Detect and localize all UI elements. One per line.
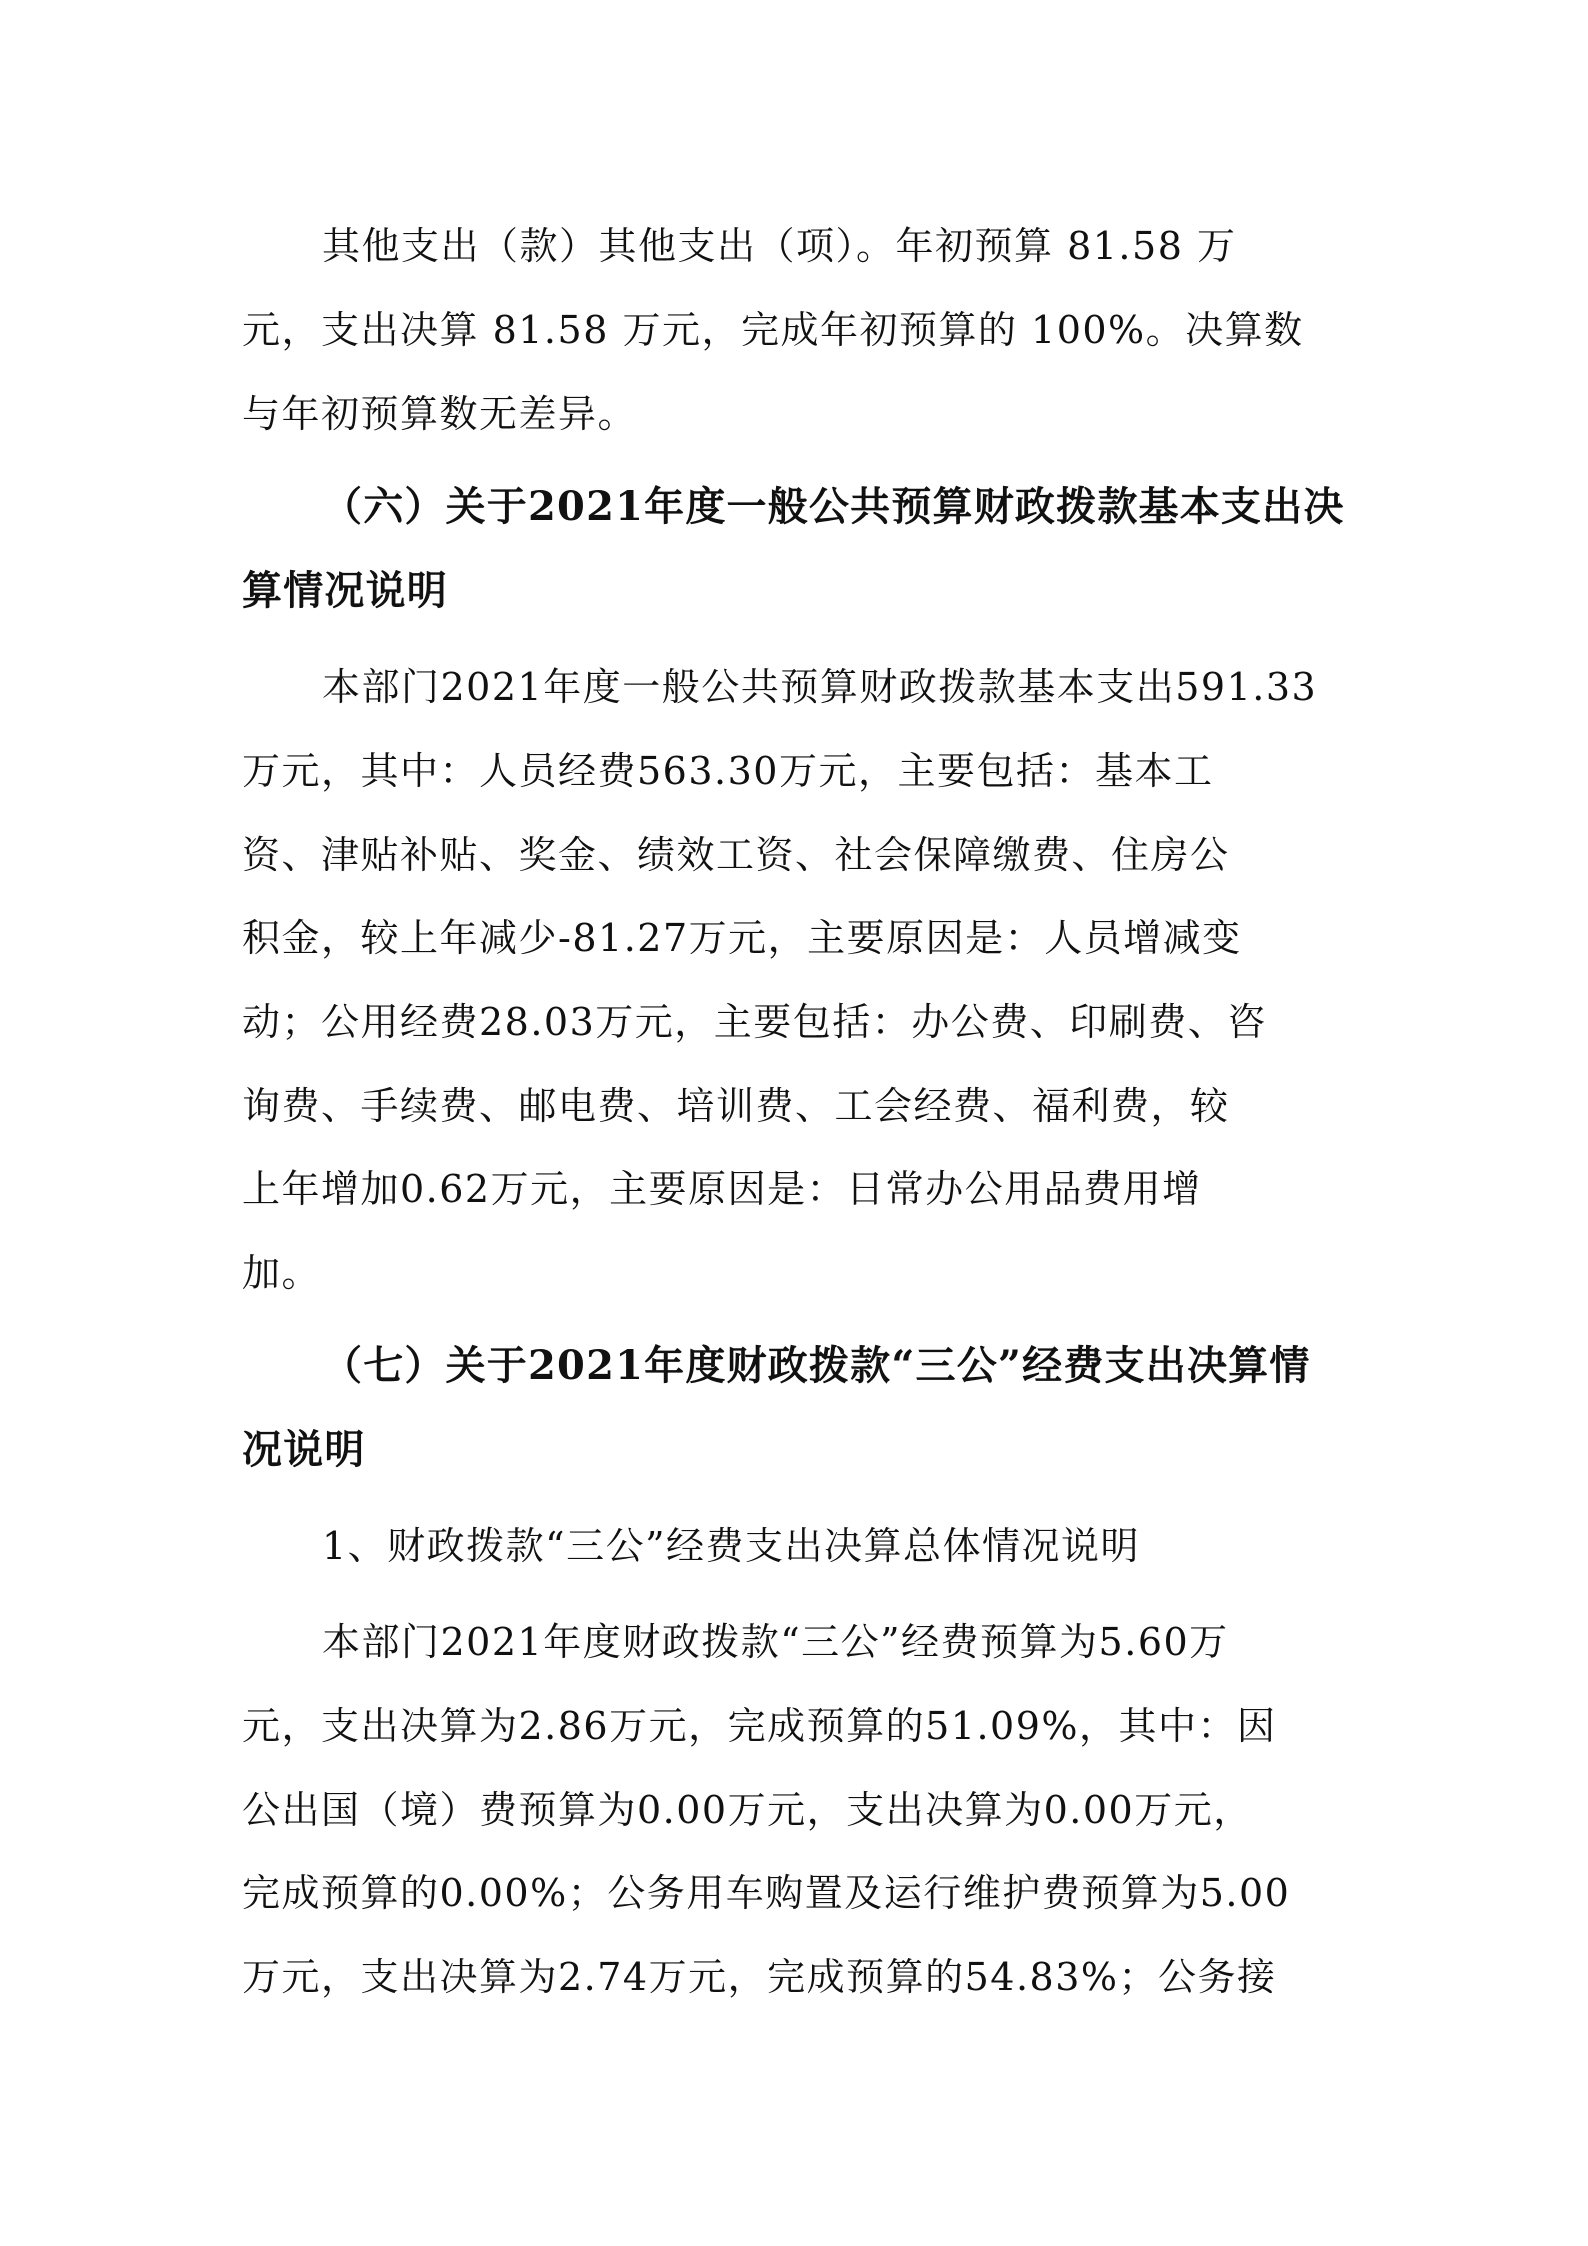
body-text-line: 上年增加0.62万元，主要原因是：日常办公用品费用增 [242,1167,1202,1211]
body-text-line: 完成预算的0.00%；公务用车购置及运行维护费预算为5.00 [242,1871,1291,1915]
body-text-line: 与年初预算数无差异。 [242,392,638,436]
body-text-line: 其他支出（款）其他支出（项）。年初预算 81.58 万 [322,224,1237,268]
body-text-line: 动；公用经费28.03万元，主要包括：办公费、印刷费、咨 [242,1000,1267,1044]
section-heading-line: （七）关于2021年度财政拨款“三公”经费支出决算情 [322,1342,1311,1389]
body-text-line: 公出国（境）费预算为0.00万元，支出决算为0.00万元， [242,1788,1253,1832]
section-heading-line: 算情况说明 [242,567,448,614]
body-text-line: 本部门2021年度财政拨款“三公”经费预算为5.60万 [322,1620,1229,1664]
section-heading-line: （六）关于2021年度一般公共预算财政拨款基本支出决 [322,483,1345,530]
subsection-title: 1、财政拨款“三公”经费支出决算总体情况说明 [322,1524,1141,1568]
body-text-line: 询费、手续费、邮电费、培训费、工会经费、福利费，较 [242,1084,1230,1128]
body-text-line: 积金，较上年减少-81.27万元，主要原因是：人员增减变 [242,916,1242,960]
body-text-line: 元，支出决算 81.58 万元，完成年初预算的 100%。决算数 [242,308,1304,352]
body-text-line: 加。 [242,1251,322,1295]
section-heading-line: 况说明 [242,1426,366,1473]
body-text-line: 万元，其中：人员经费563.30万元，主要包括：基本工 [242,749,1214,793]
body-text-line: 元，支出决算为2.86万元，完成预算的51.09%，其中：因 [242,1704,1277,1748]
body-text-line: 资、津贴补贴、奖金、绩效工资、社会保障缴费、住房公 [242,833,1230,877]
body-text-line: 本部门2021年度一般公共预算财政拨款基本支出591.33 [322,665,1318,709]
body-text-line: 万元，支出决算为2.74万元，完成预算的54.83%；公务接 [242,1955,1277,1999]
